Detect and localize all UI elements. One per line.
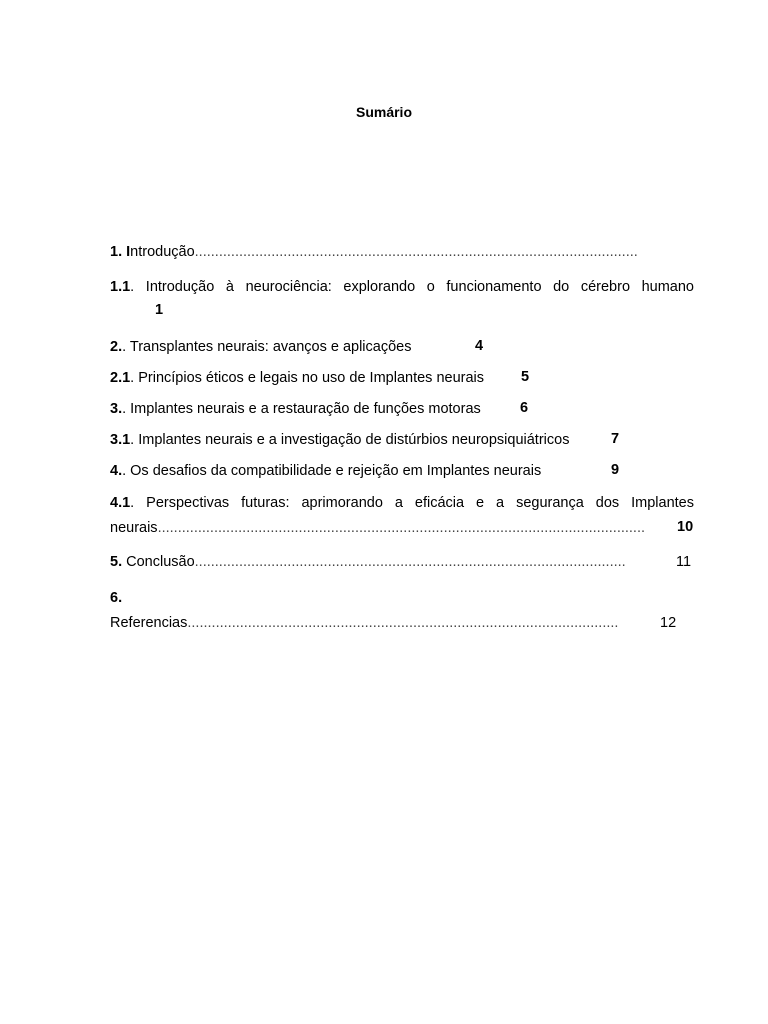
toc-entry-2-1-number: 2.1: [110, 370, 131, 386]
toc-entry-1-number: 1.: [110, 244, 123, 260]
toc-entry-4-page: 9: [611, 462, 620, 478]
toc-entry-4-1: [110, 494, 694, 512]
toc-entry-2-1-text: . Princípios éticos e legais no uso de Implantes neurais: [130, 370, 485, 386]
toc-entry-2-1-page: 5: [521, 369, 530, 385]
toc-entry-5-page: 11: [676, 554, 692, 570]
toc-entry-4: [110, 462, 541, 480]
page-title: Sumário: [355, 104, 412, 120]
toc-entry-3-number: 3.: [110, 401, 123, 417]
toc-entry-4-1-leader: .........................................................................................................................: [157, 520, 646, 536]
toc-entry-3-text: . Implantes neurais e a restauração de funções motoras: [122, 401, 481, 417]
toc-entry-2-number: 2.: [110, 339, 123, 355]
toc-entry-6-text: Referencias: [110, 615, 188, 631]
toc-entry-1-1-text: [130, 278, 694, 296]
toc-entry-3-1-number: 3.1: [110, 432, 131, 448]
toc-entry-4-text: . Os desafios da compatibilidade e rejeição em Implantes neurais: [122, 463, 542, 479]
toc-entry-3-1-text: . Implantes neurais e a investigação de distúrbios neuropsiquiátricos: [130, 432, 570, 448]
toc-entry-2: [110, 338, 411, 356]
toc-entry-4-1-text: . Perspectivas futuras: aprimorando a eficácia e a segurança dos Implantes: [130, 495, 694, 511]
toc-entry-1-1-text-content: . Introdução à neurociência: explorando o funcionamento do cérebro humano: [130, 279, 694, 295]
toc-entry-4-number: 4.: [110, 463, 123, 479]
toc-entry-5: [110, 553, 676, 571]
toc-entry-1-initial: I: [126, 244, 131, 260]
toc-entry-6-number: 6.: [110, 590, 123, 606]
toc-entry-1-leader: ..............................................................................................................: [194, 244, 638, 260]
toc-entry-1-1: [110, 278, 694, 296]
toc-entry-4-1-page: 10: [677, 519, 694, 535]
toc-entry-6-number-line: [110, 589, 122, 607]
toc-entry-3-page: 6: [520, 400, 529, 416]
toc-entry-3: [110, 400, 481, 418]
toc-entry-5-number: 5.: [110, 554, 123, 570]
toc-entry-5-text: Conclusão: [122, 554, 195, 570]
toc-entry-3-1-page: 7: [611, 431, 620, 447]
toc-entry-6-page: 12: [660, 615, 677, 631]
toc-entry-4-1-continuation: [110, 519, 694, 537]
toc-entry-1-text: ntrodução: [130, 244, 195, 260]
toc-entry-2-page: 4: [475, 338, 484, 354]
toc-entry-2-text: . Transplantes neurais: avanços e aplicações: [122, 339, 412, 355]
toc-entry-2-1: [110, 369, 484, 387]
toc-entry-1-1-page: 1: [155, 302, 164, 318]
toc-entry-6-leader: ...........................................................................................................: [187, 615, 619, 631]
toc-entry-4-1-number: 4.1: [110, 495, 131, 511]
toc-entry-6: [110, 614, 659, 632]
toc-entry-5-leader: ...........................................................................................................: [194, 554, 626, 570]
toc-entry-1: [110, 243, 638, 261]
toc-entry-3-1: [110, 431, 569, 449]
toc-entry-4-1-text-2: neurais: [110, 520, 158, 536]
toc-entry-1-1-number: 1.1: [110, 279, 131, 295]
